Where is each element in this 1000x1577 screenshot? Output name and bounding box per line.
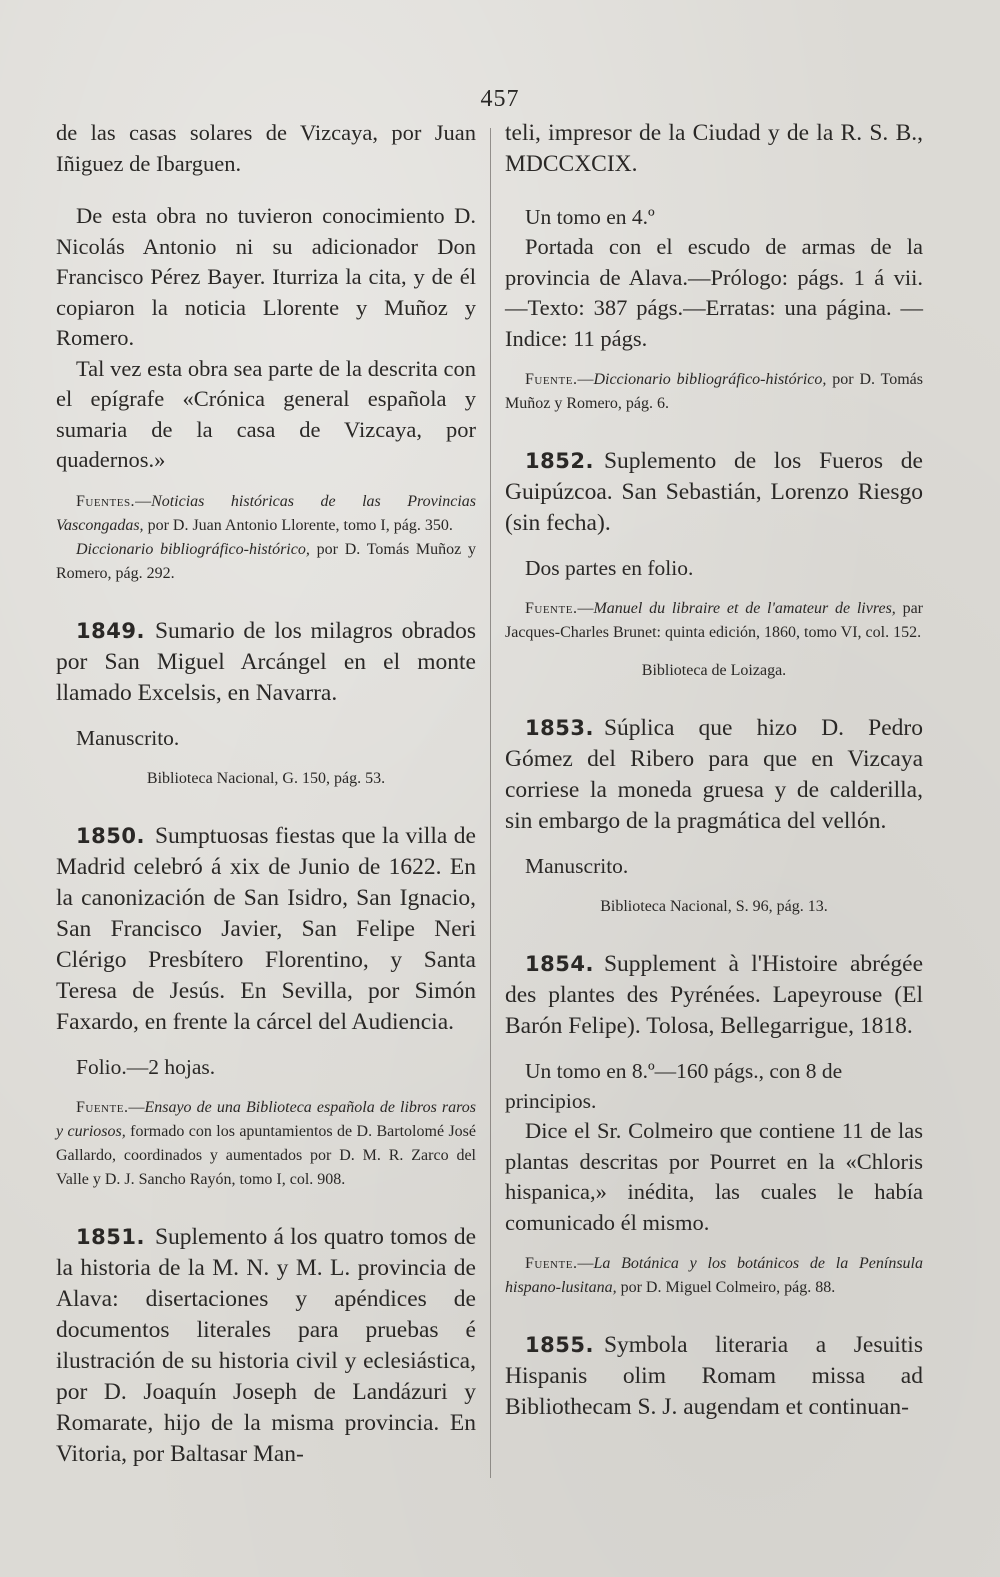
source-detail: por D. Tomás Muñoz y Romero, pág. 292. bbox=[56, 540, 477, 582]
entry-number: 1854. bbox=[525, 952, 594, 976]
continued-entry-text: teli, impresor de la Ciudad y de la R. S. B., MDCCXCIX. bbox=[505, 120, 923, 177]
entry-title: Symbola literaria a Jesuitis Hispanis olim Romam missa ad Bibliothecam S. J. augendam et continuan- bbox=[505, 1332, 923, 1420]
source-note: Fuente.—Manuel du libraire et de l'amateur de livres, par Jacques-Charles Brunet: quinta edición, 1860, tomo VI, col. 152. bbox=[505, 600, 924, 641]
entry-1854 bbox=[505, 949, 923, 1042]
entry-format: Manuscrito. bbox=[76, 725, 180, 750]
left-column bbox=[56, 118, 476, 1470]
entry-number: 1853. bbox=[525, 716, 594, 740]
entry-format: Manuscrito. bbox=[525, 854, 629, 878]
entry-1852 bbox=[505, 446, 923, 539]
entry-title: Sumptuosas fiestas que la villa de Madrid celebró á xix de Junio de 1622. En la canonización de San Isidro, San Ignacio, San Francisco Javier, San Felipe Neri Clérigo Presbítero Florentino, y Santa Teresa de Jesús. En Sevilla, por Simón Faxardo, en frente la cárcel del Audiencia. bbox=[56, 822, 476, 1035]
source-label: Fuente. bbox=[525, 371, 578, 388]
entry-format: Un tomo en 4.º bbox=[525, 205, 655, 229]
source-detail: formado con los apuntamientos de D. Bartolomé José Gallardo, coordinados y aumentados por D. M. R. Zarco del Valle y D. J. Sancho Rayón, tomo I, col. 908. bbox=[56, 1122, 476, 1188]
source-title: Ensayo de una Biblioteca española de libros raros y curiosos, bbox=[56, 1098, 476, 1140]
source-detail: por D. Miguel Colmeiro, pág. 88. bbox=[620, 1279, 836, 1296]
entry-title: Suplemento á los quatro tomos de la historia de la M. N. y M. L. provincia de Alava: disertaciones y apéndices de documentos literales para pruebas é ilustración de su historia civil y eclesiástica, por D. Joaquín Joseph de Landázuri y Romarate, hijo de la misma provincia. En Vitoria, por Baltasar Man- bbox=[56, 1223, 476, 1467]
entry-description: Dice el Sr. Colmeiro que contiene 11 de las plantas descritas por Pourret en la «Chloris hispanica,» inédita, las cuales le había comunicado él mismo. bbox=[505, 1118, 923, 1235]
page-number: 457 bbox=[480, 86, 520, 112]
entry-location: Biblioteca de Loizaga. bbox=[641, 662, 787, 679]
source-title: Noticias históricas de las Provincias Vascongadas, bbox=[56, 492, 476, 534]
entry-1849 bbox=[56, 616, 476, 709]
entry-number: 1852. bbox=[525, 449, 594, 473]
entry-number: 1850. bbox=[76, 823, 145, 848]
entry-location: Biblioteca Nacional, G. 150, pág. 53. bbox=[146, 769, 386, 787]
entry-number: 1851. bbox=[76, 1224, 145, 1249]
source-label: Fuentes. bbox=[76, 492, 136, 510]
commentary-paragraph: De esta obra no tuvieron conocimiento D. Nicolás Antonio ni su adicionador Don Francisco Pérez Bayer. Iturriza la cita, y de él copiaron la noticia Llorente y Muñoz y Romero. bbox=[56, 203, 476, 350]
source-note: Fuentes.—Noticias históricas de las Provincias Vascongadas, por D. Juan Antonio Llorente, tomo I, pág. 350. bbox=[56, 492, 476, 534]
source-label: Fuente. bbox=[525, 1255, 578, 1272]
source-detail: par Jacques-Charles Brunet: quinta edición, 1860, tomo VI, col. 152. bbox=[505, 600, 924, 641]
source-detail: por D. Juan Antonio Llorente, tomo I, pág. 350. bbox=[147, 516, 453, 534]
entry-description: Portada con el escudo de armas de la provincia de Alava.—Prólogo: págs. 1 á vii. —Texto: 387 págs.—Erratas: una página. —Indice: 11 págs. bbox=[505, 234, 923, 351]
entry-title: Supplement à l'Histoire abrégée des plantes des Pyrénées. Lapeyrouse (El Barón Felipe). Tolosa, Bellegarrigue, 1818. bbox=[505, 951, 923, 1039]
entry-1850 bbox=[56, 821, 476, 1038]
entry-title: Suplemento de los Fueros de Guipúzcoa. San Sebastián, Lorenzo Riesgo (sin fecha). bbox=[505, 448, 923, 536]
column-divider bbox=[490, 128, 491, 1478]
entry-number: 1849. bbox=[76, 618, 145, 643]
entry-format: Dos partes en folio. bbox=[525, 556, 694, 580]
right-column bbox=[505, 118, 923, 1423]
entry-title: Súplica que hizo D. Pedro Gómez del Ribero para que en Vizcaya corriese la moneda gruesa y de calderilla, sin embargo de la pragmática del vellón. bbox=[505, 715, 923, 834]
source-title: La Botánica y los botánicos de la Península hispano-lusitana, bbox=[505, 1255, 923, 1296]
continued-entry-text: de las casas solares de Vizcaya, por Juan Iñiguez de Ibarguen. bbox=[56, 120, 476, 176]
entry-title: Sumario de los milagros obrados por San Miguel Arcángel en el monte llamado Excelsis, en Navarra. bbox=[56, 617, 476, 706]
entry-format: Folio.—2 hojas. bbox=[76, 1054, 216, 1079]
entry-1855 bbox=[505, 1330, 923, 1423]
entry-1851 bbox=[56, 1222, 476, 1470]
commentary-paragraph: Tal vez esta obra sea parte de la descrita con el epígrafe «Crónica general española y sumaria de la casa de Vizcaya, por quadernos.» bbox=[56, 355, 476, 472]
entry-1853 bbox=[505, 713, 923, 837]
source-note bbox=[56, 538, 476, 586]
source-note: Fuente.—Diccionario bibliográfico-histórico, por D. Tomás Muñoz y Romero, pág. 6. bbox=[505, 371, 923, 412]
source-label: Fuente. bbox=[525, 600, 578, 617]
source-detail: por D. Tomás Muñoz y Romero, pág. 6. bbox=[505, 371, 923, 412]
source-note: Fuente.—La Botánica y los botánicos de la Península hispano-lusitana, por D. Miguel Colmeiro, pág. 88. bbox=[505, 1255, 923, 1296]
entry-number: 1855. bbox=[525, 1333, 594, 1357]
source-title: Diccionario bibliográfico-histórico, bbox=[593, 371, 827, 388]
source-title: Diccionario bibliográfico-histórico, bbox=[76, 540, 310, 558]
source-title: Manuel du libraire et de l'amateur de livres, bbox=[593, 600, 896, 617]
entry-format: Un tomo en 8.º—160 págs., con 8 de principios. bbox=[505, 1059, 843, 1113]
source-note: Fuente.—Ensayo de una Biblioteca española de libros raros y curiosos, formado con los apuntamientos de D. Bartolomé José Gallardo, coordinados y aumentados por D. M. R. Zarco del Valle y D. J. Sancho Rayón, tomo I, col. 908. bbox=[56, 1098, 476, 1188]
source-label: Fuente. bbox=[76, 1098, 129, 1116]
entry-location: Biblioteca Nacional, S. 96, pág. 13. bbox=[600, 898, 828, 915]
